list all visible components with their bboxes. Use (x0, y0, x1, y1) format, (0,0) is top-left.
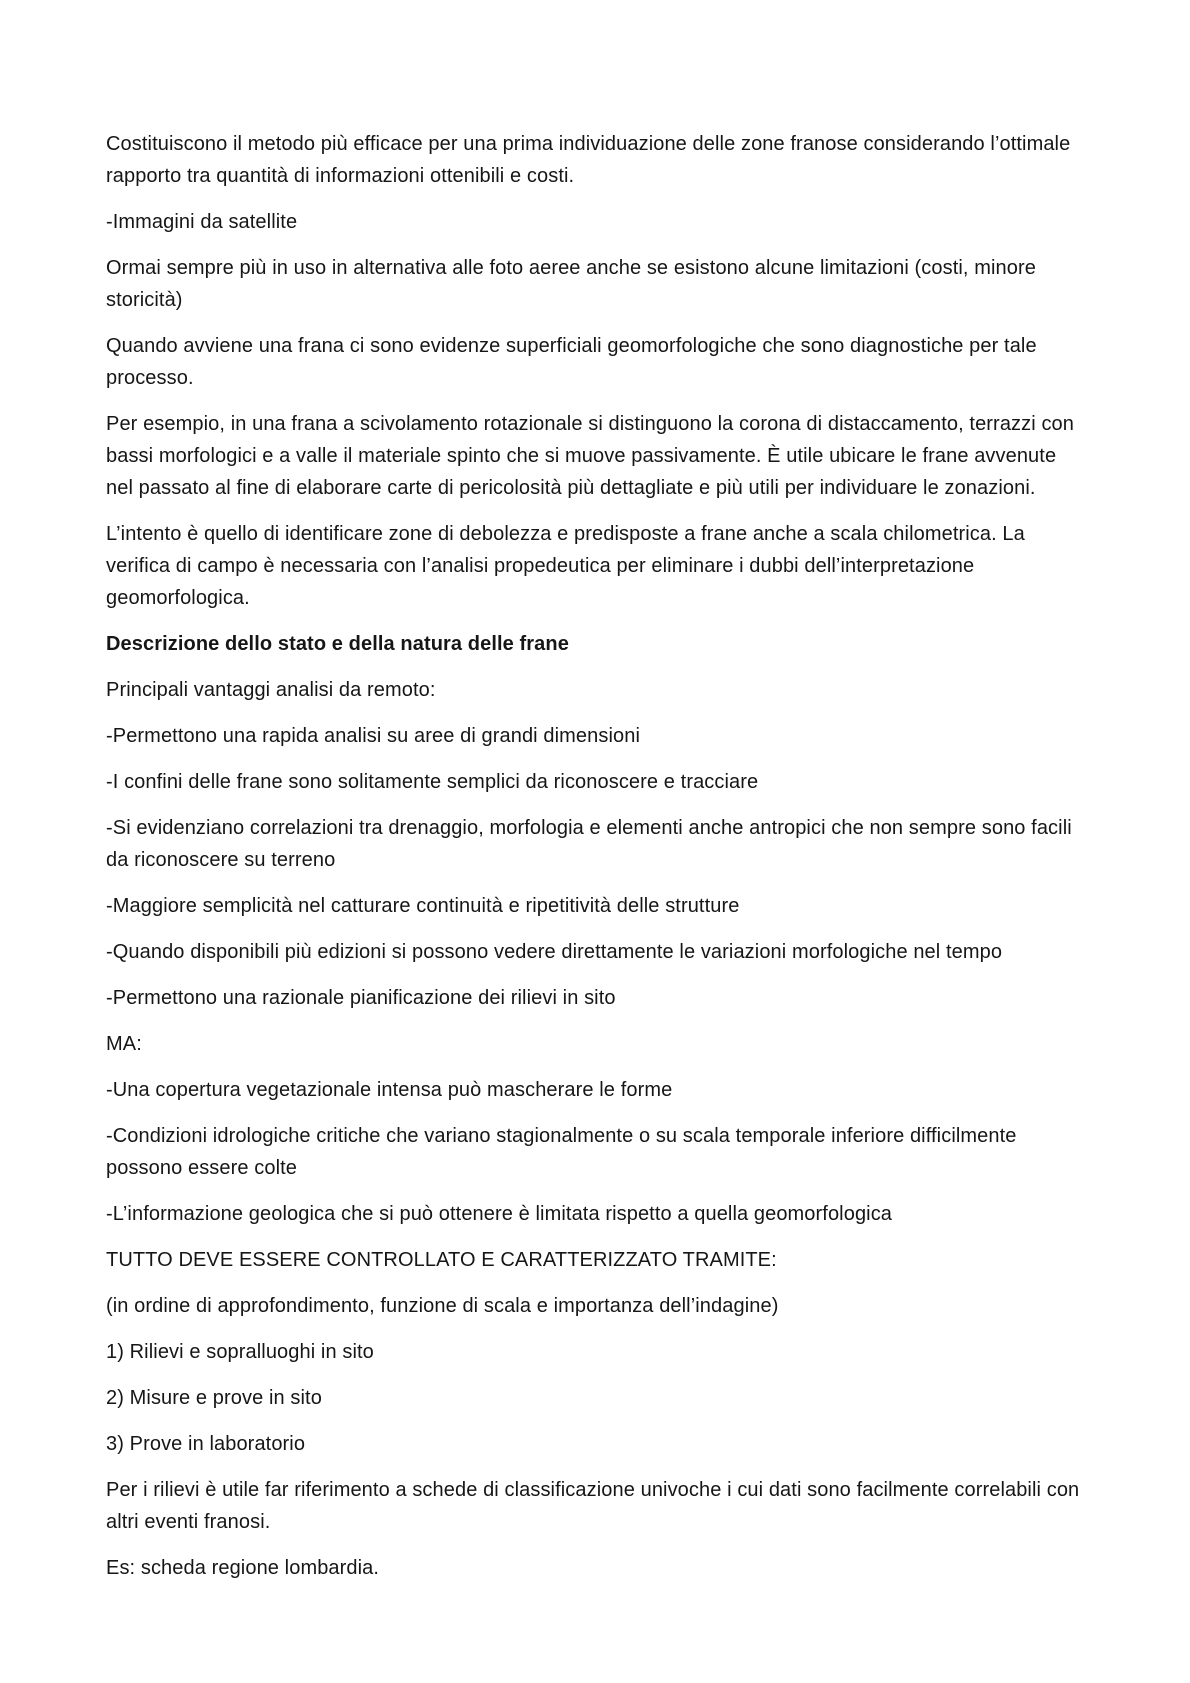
list-item: -Condizioni idrologiche critiche che variano stagionalmente o su scala temporale inferiore difficilmente possono essere colte (106, 1125, 1017, 1179)
paragraph: Es: scheda regione lombardia. (106, 1557, 380, 1579)
list-item: -Immagini da satellite (106, 211, 298, 233)
numbered-item: 3) Prove in laboratorio (106, 1433, 306, 1455)
paragraph: Per esempio, in una frana a scivolamento rotazionale si distinguono la corona di distaccamento, terrazzi con bassi morfologici e a valle il materiale spinto che si muove passivamente. È utile ubicare le frane avvenute nel passato al fine di elaborare carte di pericolosità più dettagliate e più utili per individuare le zonazioni. (106, 413, 1074, 499)
paragraph: Quando avviene una frana ci sono evidenze superficiali geomorfologiche che sono diagnostiche per tale processo. (106, 335, 1037, 389)
paragraph: Ormai sempre più in uso in alternativa alle foto aeree anche se esistono alcune limitazioni (costi, minore storicità) (106, 257, 1036, 311)
paragraph: MA: (106, 1033, 142, 1055)
paragraph: Costituiscono il metodo più efficace per una prima individuazione delle zone franose considerando l’ottimale rapporto tra quantità di informazioni ottenibili e costi. (106, 133, 1071, 187)
list-item: -Si evidenziano correlazioni tra drenaggio, morfologia e elementi anche antropici che non sempre sono facili da riconoscere su terreno (106, 817, 1072, 871)
paragraph: L’intento è quello di identificare zone di debolezza e predisposte a frane anche a scala chilometrica. La verifica di campo è necessaria con l’analisi propedeutica per eliminare i dubbi dell’interpretazione geomorfologica. (106, 523, 1025, 609)
numbered-item: 1) Rilievi e sopralluoghi in sito (106, 1341, 374, 1363)
paragraph: (in ordine di approfondimento, funzione di scala e importanza dell’indagine) (106, 1295, 779, 1317)
list-item: -Permettono una rapida analisi su aree di grandi dimensioni (106, 725, 640, 747)
list-item: -Maggiore semplicità nel catturare continuità e ripetitività delle strutture (106, 895, 740, 917)
paragraph: TUTTO DEVE ESSERE CONTROLLATO E CARATTERIZZATO TRAMITE: (106, 1249, 777, 1271)
section-heading: Descrizione dello stato e della natura delle frane (106, 633, 569, 655)
paragraph: Principali vantaggi analisi da remoto: (106, 679, 436, 701)
list-item: -Una copertura vegetazionale intensa può mascherare le forme (106, 1079, 673, 1101)
list-item: -L’informazione geologica che si può ottenere è limitata rispetto a quella geomorfologica (106, 1203, 893, 1225)
list-item: -Permettono una razionale pianificazione dei rilievi in sito (106, 987, 616, 1009)
list-item: -Quando disponibili più edizioni si possono vedere direttamente le variazioni morfologiche nel tempo (106, 941, 1003, 963)
paragraph: Per i rilievi è utile far riferimento a schede di classificazione univoche i cui dati sono facilmente correlabili con altri eventi franosi. (106, 1479, 1080, 1533)
numbered-item: 2) Misure e prove in sito (106, 1387, 322, 1409)
list-item: -I confini delle frane sono solitamente semplici da riconoscere e tracciare (106, 771, 759, 793)
